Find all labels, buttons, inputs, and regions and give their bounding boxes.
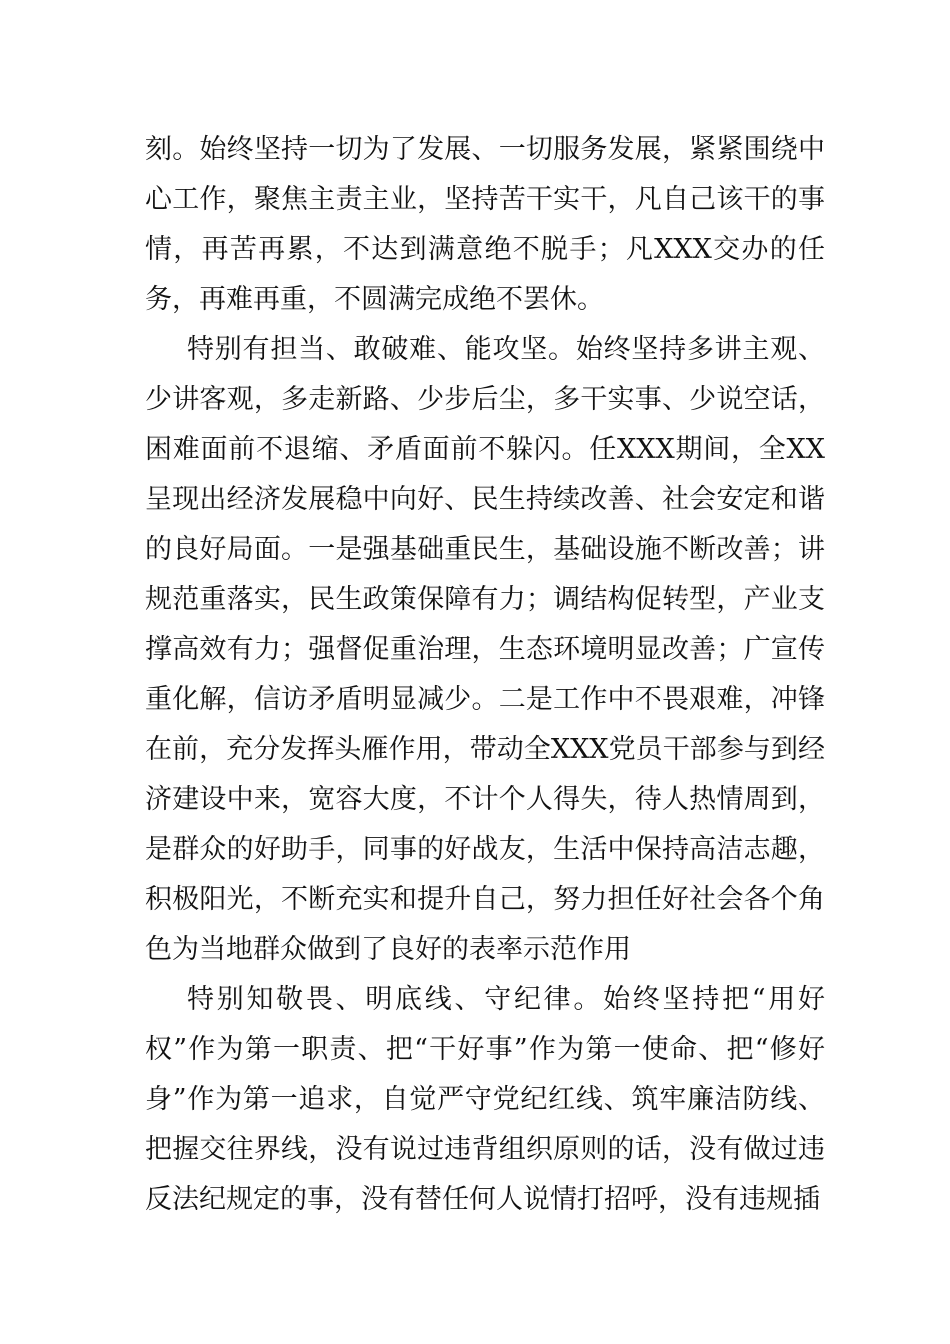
paragraph-3: 特别知敬畏、明底线、守纪律。始终坚持把“用好权”作为第一职责、把“干好事”作为第一使命、把“修好身”作为第一追求，自觉严守党纪红线、筑牢廉洁防线、把握交往界线，没有说过违背组织原则的话，没有做过违反法纪规定的事，没有替任何人说情打招呼，没有违规插 [145,984,825,1215]
paragraph-1: 刻。始终坚持一切为了发展、一切服务发展，紧紧围绕中心工作，聚焦主责主业，坚持苦干实干，凡自己该干的事情，再苦再累，不达到满意绝不脱手；凡XXX交办的任务，再难再重，不圆满完成绝不罢休。 [145,134,825,315]
document-body [145,125,825,1225]
paragraph-2: 特别有担当、敢破难、能攻坚。始终坚持多讲主观、少讲客观，多走新路、少步后尘，多干实事、少说空话，困难面前不退缩、矛盾面前不躲闪。任XXX期间，全XX呈现出经济发展稳中向好、民生持续改善、社会安定和谐的良好局面。一是强基础重民生，基础设施不断改善；讲规范重落实，民生政策保障有力；调结构促转型，产业支撑高效有力；强督促重治理，生态环境明显改善；广宣传重化解，信访矛盾明显减少。二是工作中不畏艰难，冲锋在前，充分发挥头雁作用，带动全XXX党员干部参与到经济建设中来，宽容大度，不计个人得失，待人热情周到，是群众的好助手，同事的好战友，生活中保持高洁志趣，积极阳光，不断充实和提升自己，努力担任好社会各个角色为当地群众做到了良好的表率示范作用 [145,334,825,965]
